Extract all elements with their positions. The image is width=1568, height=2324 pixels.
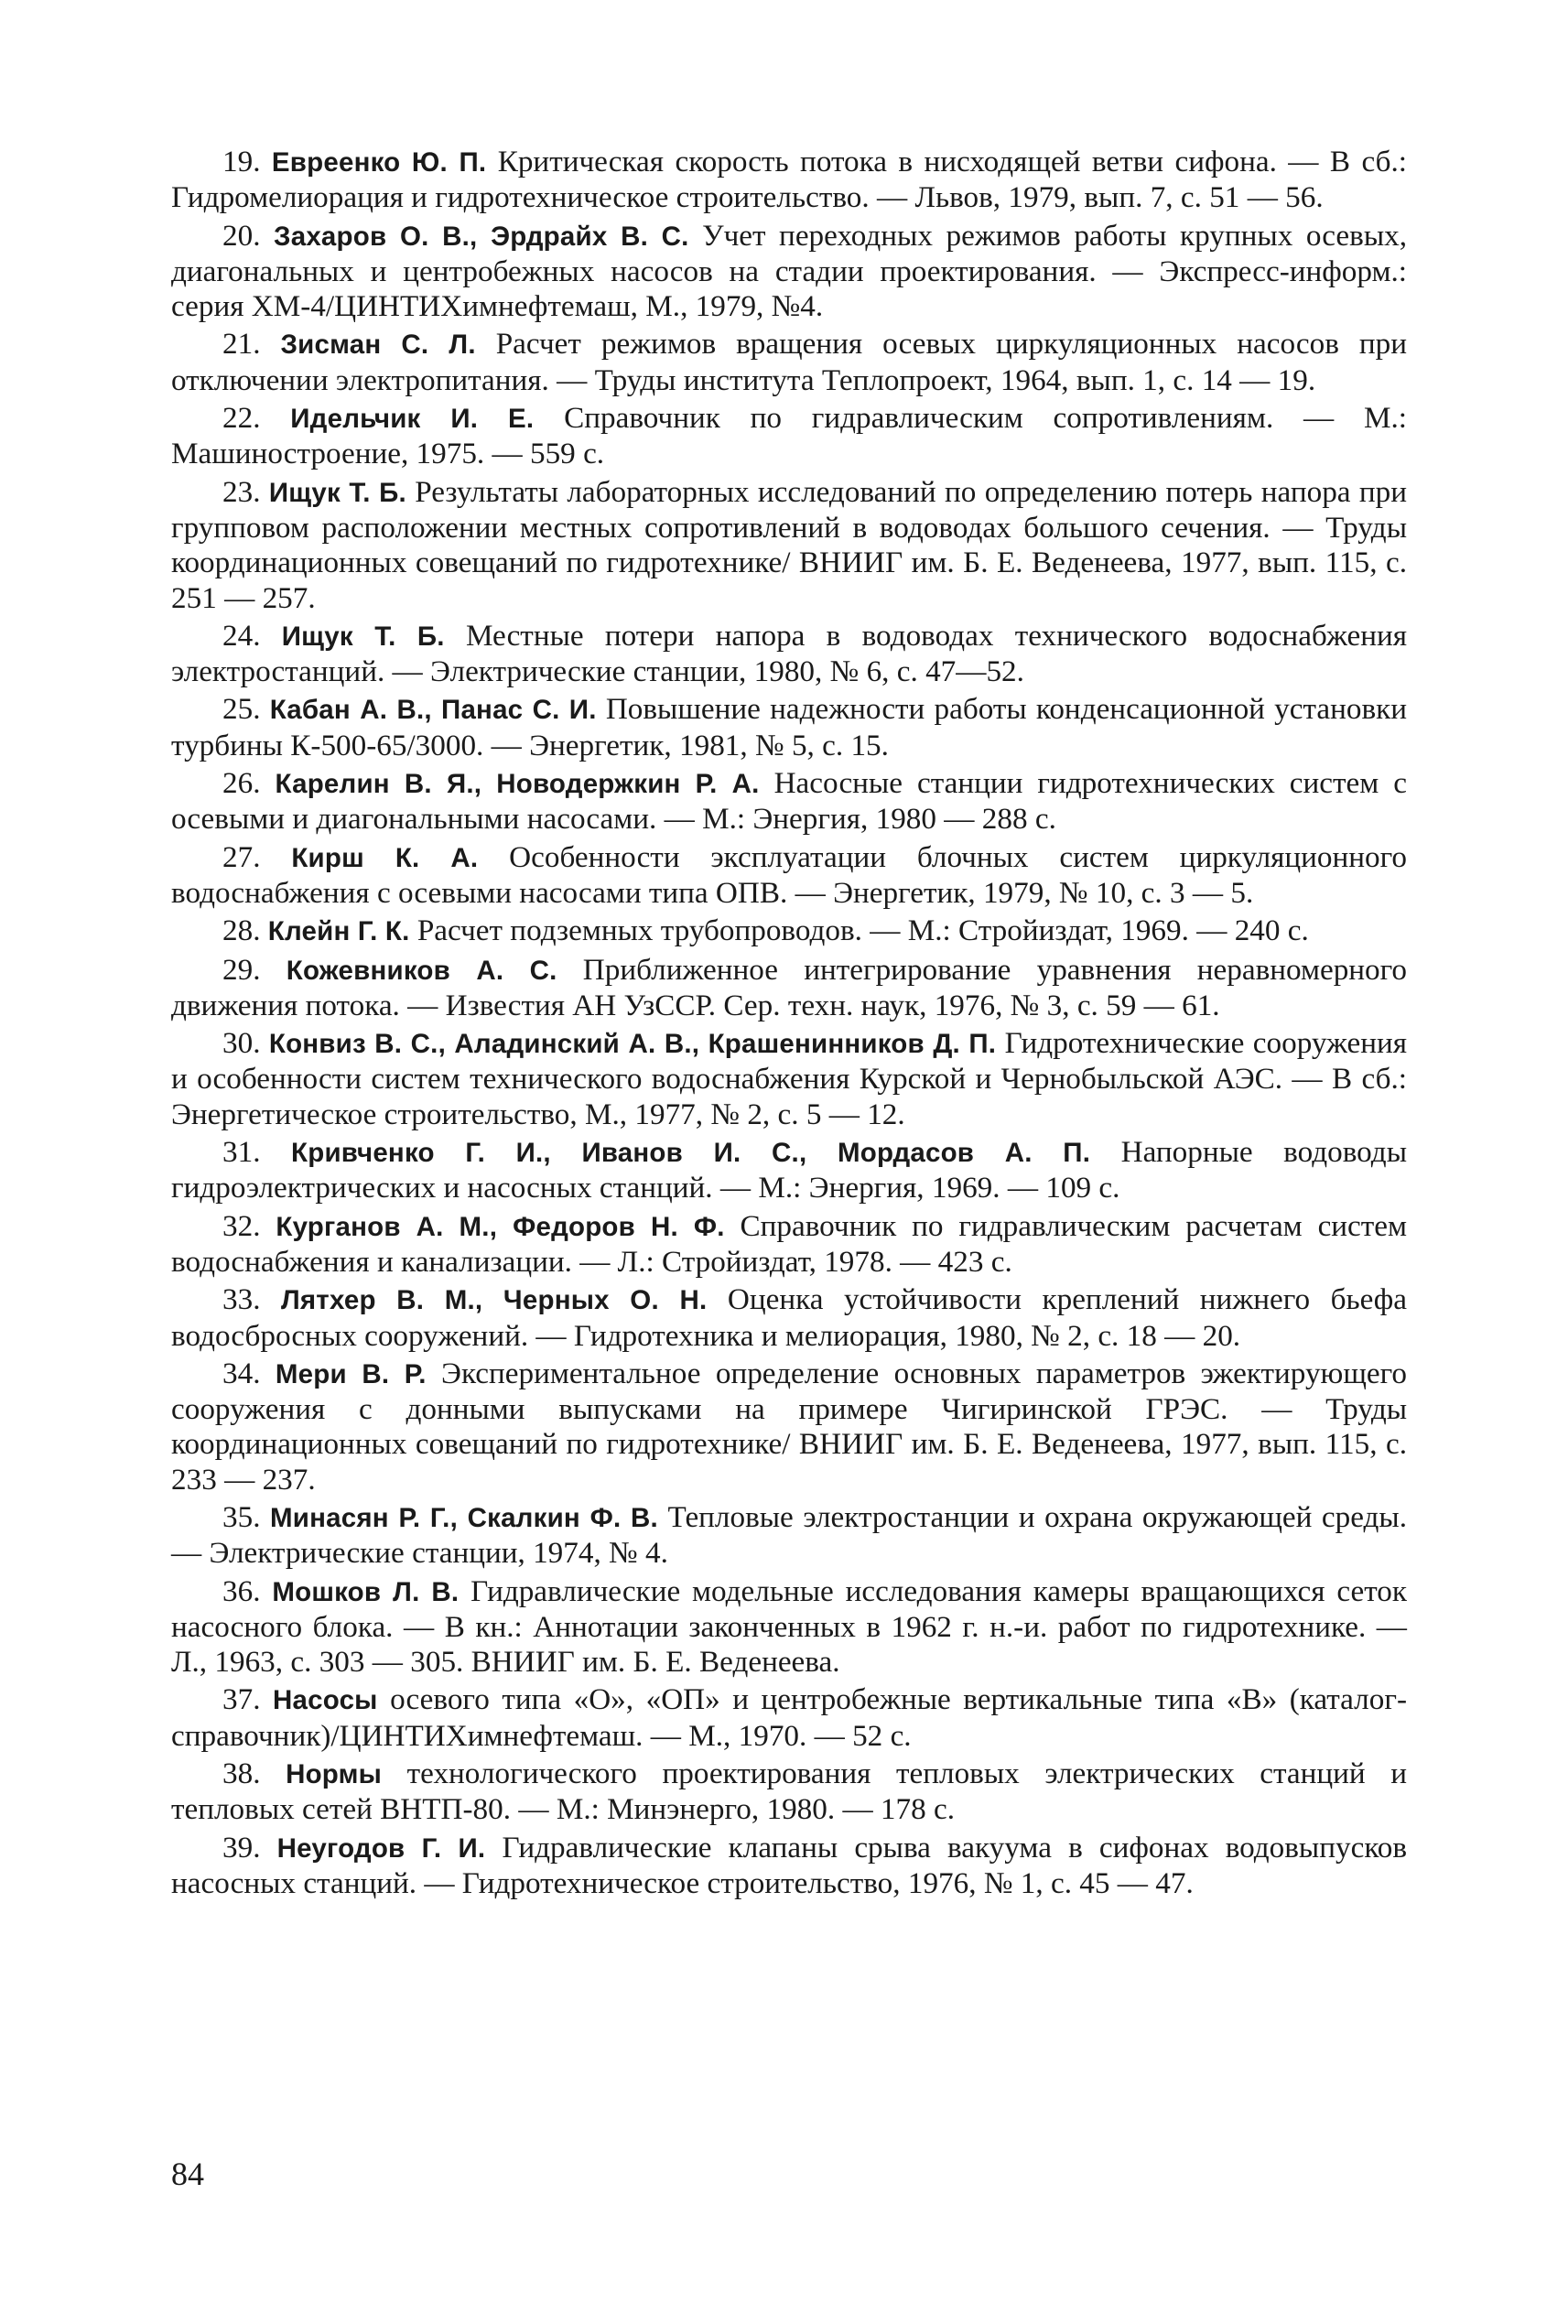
- reference-entry-32: [171, 1209, 1407, 1281]
- reference-entry-28: [171, 913, 1407, 949]
- reference-number: 32.: [222, 1208, 261, 1243]
- reference-number: 25.: [222, 692, 261, 727]
- bibliography-page: [171, 145, 1407, 2250]
- reference-text: Напорные водоводы гидроэлектрических и насосных станций. — М.: Энергия, 1969. — 109 с.: [171, 1135, 1407, 1205]
- reference-entry-25: [171, 692, 1407, 763]
- reference-entry-27: [171, 840, 1407, 912]
- reference-number: 21.: [222, 327, 261, 362]
- reference-author: Мери В. Р.: [275, 1358, 427, 1389]
- reference-entry-33: [171, 1282, 1407, 1354]
- reference-text: Гидравлические модельные исследования камеры вращающихся сеток насосного блока. — В кн.: Аннотации законченных в 1962 г. н.-и. работ по гидротехнике. — Л., 1963, с. 303 — 305. ВНИИГ им. Б. Е. Веденеева.: [171, 1573, 1408, 1680]
- reference-text: Особенности эксплуатации блочных систем циркуляционного водоснабжения с осевыми насосами типа ОПВ. — Энергетик, 1979, № 10, с. 3 — 5.: [171, 839, 1408, 910]
- reference-text: Экспериментальное определение основных параметров эжектирующего сооружения с донными выпусками на примере Чигиринской ГРЭС. — Труды координационных совещаний по гидротехнике/ ВНИИГ им. Б. Е. Веденеева, 1977, вып. 115, с. 233 — 237.: [171, 1356, 1408, 1497]
- reference-number: 38.: [222, 1757, 261, 1791]
- page-number: 84: [171, 2156, 204, 2192]
- reference-entry-35: [171, 1500, 1407, 1572]
- reference-author: Карелин В. Я., Новодержкин Р. А.: [275, 769, 760, 800]
- reference-author: Евреенко Ю. П.: [271, 147, 487, 178]
- reference-text: осевого типа «О», «ОП» и центробежные вертикальные типа «В» (каталог-справочник)/ЦИНТИХимнефтемаш. — М., 1970. — 52 с.: [171, 1682, 1407, 1753]
- reference-entry-22: [171, 401, 1407, 472]
- reference-number: 34.: [222, 1356, 261, 1390]
- reference-number: 27.: [222, 839, 261, 874]
- reference-entry-30: [171, 1026, 1407, 1132]
- reference-author: Идельчик И. Е.: [290, 404, 535, 435]
- reference-number: 23.: [222, 474, 261, 509]
- reference-entry-19: [171, 145, 1407, 216]
- reference-number: 29.: [222, 952, 261, 987]
- reference-entry-34: [171, 1357, 1407, 1497]
- reference-entry-39: [171, 1831, 1407, 1902]
- reference-author: Кривченко Г. И., Иванов И. С., Мордасов А. П.: [291, 1138, 1091, 1169]
- reference-entry-31: [171, 1135, 1407, 1206]
- reference-entry-37: [171, 1682, 1407, 1754]
- reference-author: Кожевников А. С.: [286, 955, 557, 986]
- reference-author: Нормы: [286, 1759, 383, 1790]
- reference-entry-20: [171, 219, 1407, 325]
- reference-author: Клейн Г. К.: [267, 916, 410, 947]
- reference-number: 20.: [222, 218, 261, 253]
- reference-author: Зисман С. Л.: [280, 330, 476, 361]
- reference-entry-21: [171, 327, 1407, 398]
- reference-number: 33.: [222, 1282, 261, 1317]
- reference-text: Гидротехнические сооружения и особенности систем технического водоснабжения Курской и Чернобыльской АЭС. — В сб.: Энергетическое строительство, М., 1977, № 2, с. 5 — 12.: [171, 1026, 1408, 1131]
- reference-text: Расчет подземных трубопроводов. — М.: Стройиздат, 1969. — 240 с.: [416, 913, 1309, 948]
- reference-author: Ищук Т. Б.: [268, 477, 406, 508]
- reference-number: 31.: [222, 1135, 261, 1170]
- reference-number: 37.: [222, 1682, 261, 1717]
- reference-text: Приближенное интегрирование уравнения неравномерного движения потока. — Известия АН УзССР. Сер. техн. наук, 1976, № 3, с. 59 — 61.: [171, 952, 1408, 1022]
- reference-text: Повышение надежности работы конденсационной установки турбины К-500-65/3000. — Энергетик, 1981, № 5, с. 15.: [171, 692, 1408, 762]
- reference-number: 35.: [222, 1499, 261, 1534]
- reference-entry-38: [171, 1757, 1407, 1828]
- reference-number: 30.: [222, 1026, 261, 1061]
- reference-entry-23: [171, 475, 1407, 616]
- reference-entry-29: [171, 953, 1407, 1024]
- reference-author: Минасян Р. Г., Скалкин Ф. В.: [270, 1502, 658, 1533]
- reference-number: 26.: [222, 766, 261, 801]
- reference-number: 28.: [222, 913, 261, 948]
- reference-list: [171, 145, 1407, 1901]
- reference-text: Критическая скорость потока в нисходящей ветви сифона. — В сб.: Гидромелиорация и гидротехническое строительство. — Львов, 1979, вып. 7, с. 51 — 56.: [171, 145, 1408, 215]
- reference-text: Гидравлические клапаны срыва вакуума в сифонах водовыпусков насосных станций. — Гидротехническое строительство, 1976, № 1, с. 45 — 47.: [171, 1830, 1408, 1900]
- reference-entry-36: [171, 1574, 1407, 1681]
- reference-number: 36.: [222, 1573, 261, 1608]
- reference-text: Расчет режимов вращения осевых циркуляционных насосов при отключении электропитания. — Труды института Теплопроект, 1964, вып. 1, с. 14 — 19.: [171, 327, 1407, 397]
- reference-author: Конвиз В. С., Аладинский А. В., Крашенинников Д. П.: [268, 1029, 997, 1060]
- reference-text: Местные потери напора в водоводах технического водоснабжения электростанций. — Электрические станции, 1980, № 6, с. 47—52.: [171, 618, 1407, 689]
- reference-text: Тепловые электростанции и охрана окружающей среды. — Электрические станции, 1974, № 4.: [171, 1499, 1408, 1571]
- reference-number: 24.: [222, 618, 261, 653]
- reference-text: Оценка устойчивости креплений нижнего бьефа водосбросных сооружений. — Гидротехника и мелиорация, 1980, № 2, с. 18 — 20.: [171, 1282, 1408, 1353]
- reference-number: 22.: [222, 401, 261, 436]
- reference-author: Неугодов Г. И.: [276, 1832, 486, 1864]
- reference-text: Результаты лабораторных исследований по определению потерь напора при групповом расположении местных сопротивлений в водоводах большого сечения. — Труды координационных совещаний по гидротехнике/ ВНИИГ им. Б. Е. Веденеева, 1977, вып. 115, с. 251 — 257.: [171, 474, 1407, 615]
- reference-number: 19.: [222, 145, 261, 178]
- reference-author: Насосы: [273, 1685, 378, 1716]
- reference-entry-26: [171, 766, 1407, 838]
- reference-text: Справочник по гидравлическим сопротивлениям. — М.: Машиностроение, 1975. — 559 с.: [171, 401, 1408, 471]
- reference-text: Справочник по гидравлическим расчетам систем водоснабжения и канализации. — Л.: Стройиздат, 1978. — 423 с.: [171, 1208, 1408, 1279]
- reference-text: Насосные станции гидротехнических систем с осевыми и диагональными насосами. — М.: Энергия, 1980 — 288 с.: [171, 766, 1408, 837]
- reference-text: технологического проектирования тепловых электрических станций и тепловых сетей ВНТП-80. — М.: Минэнерго, 1980. — 178 с.: [171, 1757, 1408, 1827]
- reference-author: Кабан А. В., Панас С. И.: [269, 695, 597, 726]
- reference-author: Курганов А. М., Федоров Н. Ф.: [276, 1211, 725, 1242]
- reference-number: 39.: [222, 1830, 261, 1865]
- reference-author: Захаров О. В., Эрдрайх В. С.: [274, 221, 689, 252]
- reference-author: Кирш К. А.: [291, 842, 479, 873]
- reference-author: Лятхер В. М., Черных О. Н.: [281, 1285, 708, 1316]
- reference-text: Учет переходных режимов работы крупных осевых, диагональных и центробежных насосов на стадии проектирования. — Экспресс-информ.: серия ХМ-4/ЦИНТИХимнефтемаш, М., 1979, №4.: [171, 218, 1408, 324]
- reference-entry-24: [171, 619, 1407, 690]
- reference-author: Ищук Т. Б.: [281, 621, 445, 652]
- reference-author: Мошков Л. В.: [272, 1576, 460, 1607]
